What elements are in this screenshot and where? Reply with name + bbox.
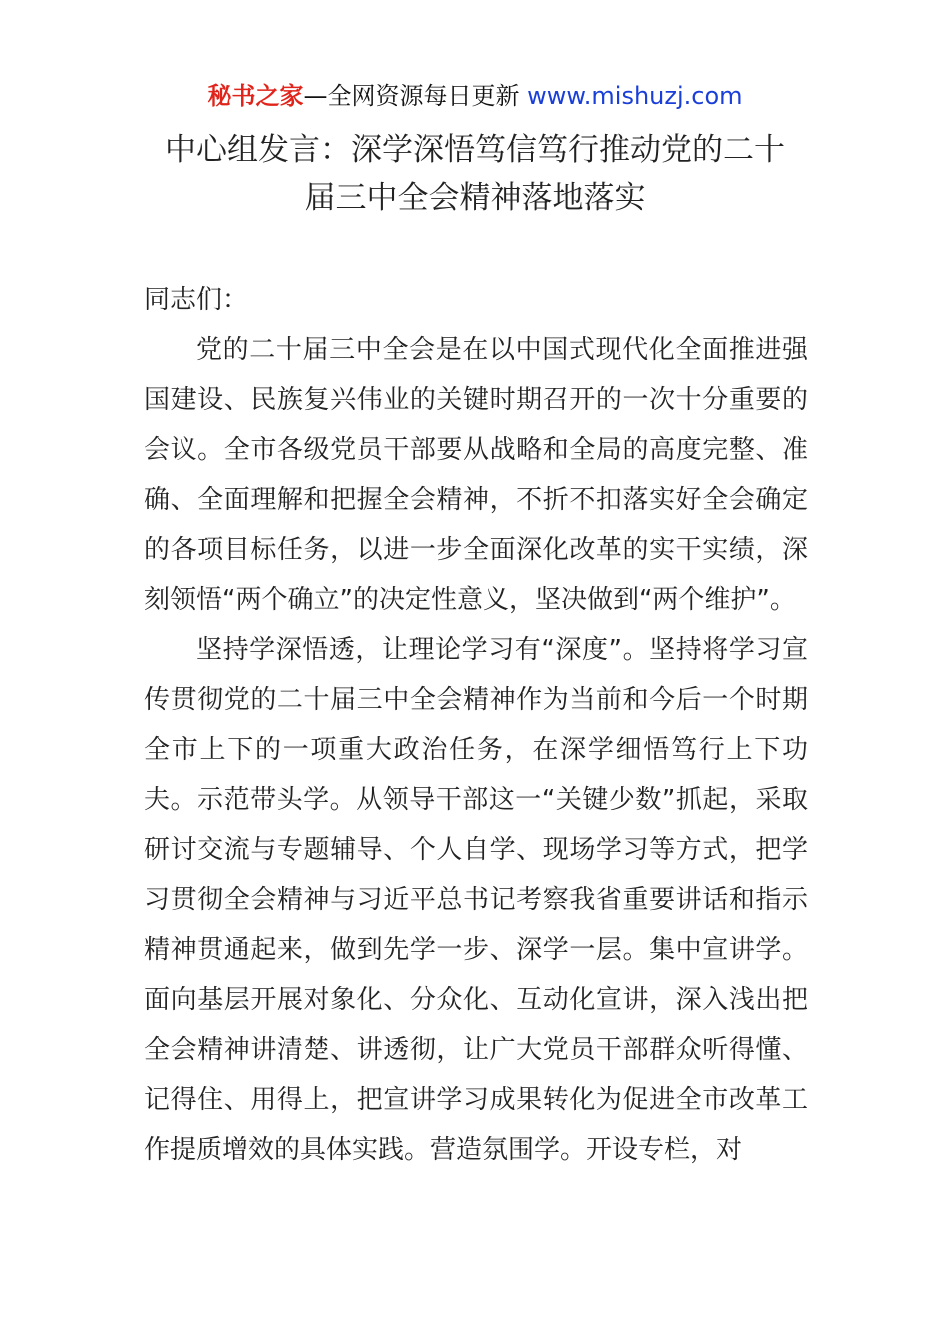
title-line-1: 中心组发言：深学深悟笃信笃行推动党的二十 [165,132,785,168]
site-header [0,80,950,112]
brand-name: 秘书之家 [207,82,304,110]
document-title [120,126,830,222]
header-tagline: —全网资源每日更新 [303,82,528,110]
salutation: 同志们： [144,285,249,315]
document-body [144,275,808,1175]
body-paragraph: 党的二十届三中全会是在以中国式现代化全面推进强国建设、民族复兴伟业的关键时期召开的一次十分重要的会议。全市各级党员干部要从战略和全局的高度完整、准确、全面理解和把握全会精神，不折不扣落实好全会确定的各项目标任务，以进一步全面深化改革的实干实绩，深刻领悟“两个确立”的决定性意义，坚决做到“两个维护”。 [144,335,808,615]
body-paragraph: 坚持学深悟透，让理论学习有“深度”。坚持将学习宣传贯彻党的二十届三中全会精神作为当前和今后一个时期全市上下的一项重大政治任务，在深学细悟笃行上下功夫。示范带头学。从领导干部这一“关键少数”抓起，采取研讨交流与专题辅导、个人自学、现场学习等方式，把学习贯彻全会精神与习近平总书记考察我省重要讲话和指示精神贯通起来，做到先学一步、深学一层。集中宣讲学。面向基层开展对象化、分众化、互动化宣讲，深入浅出把全会精神讲清楚、讲透彻，让广大党员干部群众听得懂、记得住、用得上，把宣讲学习成果转化为促进全市改革工作提质增效的具体实践。营造氛围学。开设专栏，对 [144,635,808,1165]
site-url-link[interactable]: www.mishuzj.com [527,82,743,110]
title-line-2: 届三中全会精神落地落实 [304,180,646,216]
